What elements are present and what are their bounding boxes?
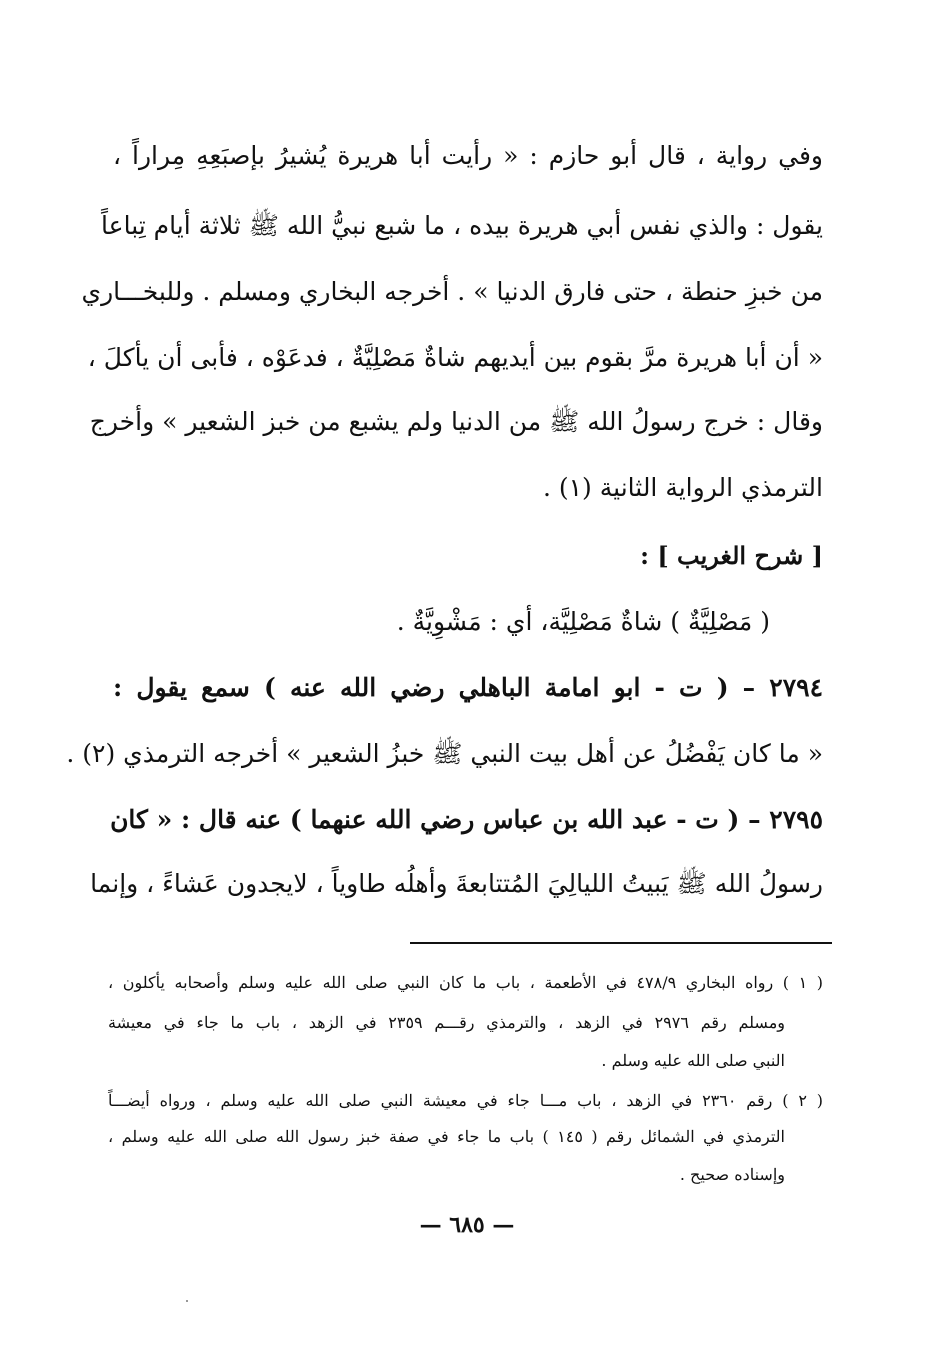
body-line-5: وقال : خرج رسولُ الله ﷺ من الدنيا ولم يشبع من خبز الشعير » وأخرج (89, 407, 823, 436)
body-line-3: من خبزِ حنطة ، حتى فارق الدنيا » . أخرجه البخاري ومسلم . وللبخـــاري (81, 277, 823, 306)
scan-speck (186, 1300, 188, 1302)
hadith-2795-text: رسولُ الله ﷺ يَبيتُ الليالِيَ المُتتابعةَ وأهلُه طاوياً ، لايجدون عَشاءً ، وإنما (90, 869, 823, 898)
body-line-1: وفي رواية ، قال أبو حازم : « رأيت أبا هريرة يُشيرُ بإصبَعِهِ مِراراً ، (113, 141, 823, 170)
gharib-definition: ( مَصْلِيَّةٌ ) شاةٌ مَصْلِيَّة، أي : مَشْوِيَّةٌ . (396, 607, 770, 636)
footnote-2-line-3: وإسناده صحيح . (679, 1165, 785, 1184)
hadith-2794-header: ٢٧٩٤ – ( ت - ابو امامة الباهلي رضي الله عنه ) سمع يقول : (113, 673, 823, 702)
hadith-2795-header: ٢٧٩٥ – ( ت - عبد الله بن عباس رضي الله عنهما ) عنه قال : « كان (110, 805, 823, 834)
footnote-1-line-2: ومسلم رقم ٢٩٧٦ في الزهد ، والترمذي رقـــم ٢٣٥٩ في الزهد ، باب ما جاء في معيشة (108, 1013, 785, 1032)
footnote-1-line-1: ( ١ ) رواه البخاري ٤٧٨/٩ في الأطعمة ، باب ما كان النبي صلى الله عليه وسلم وأصحابه يأكلون ، (108, 973, 824, 992)
footnote-1-line-3: النبي صلى الله عليه وسلم . (601, 1051, 785, 1070)
footnote-divider (410, 942, 832, 944)
gharib-heading: [ شرح الغريب ] : (640, 541, 823, 570)
body-line-4: « أن أبا هريرة مرَّ بقوم بين أيديهم شاةٌ مَصْلِيَّةٌ ، فدعَوْه ، فأبى أن يأكلَ ، (87, 343, 823, 372)
footnote-2-line-1: ( ٢ ) رقم ٢٣٦٠ في الزهد ، باب مـــا جاء في معيشة النبي صلى الله عليه وسلم ، ورواه أيضـــاً (108, 1091, 824, 1110)
page-number: — ٦٨٥ — (419, 1212, 515, 1238)
footnote-2-line-2: الترمذي في الشمائل رقم ( ١٤٥ ) باب ما جاء في صفة خبز رسول الله صلى الله عليه وسلم ، (108, 1127, 786, 1146)
body-line-2: يقول : والذي نفس أبي هريرة بيده ، ما شبع نبيُّ الله ﷺ ثلاثة أيام تِباعاً (101, 211, 823, 240)
body-line-6: الترمذي الرواية الثانية (١) . (542, 473, 823, 502)
hadith-2794-text: « ما كان يَفْضُلُ عن أهل بيت النبي ﷺ خبزُ الشعير » أخرجه الترمذي (٢) . (66, 739, 823, 768)
